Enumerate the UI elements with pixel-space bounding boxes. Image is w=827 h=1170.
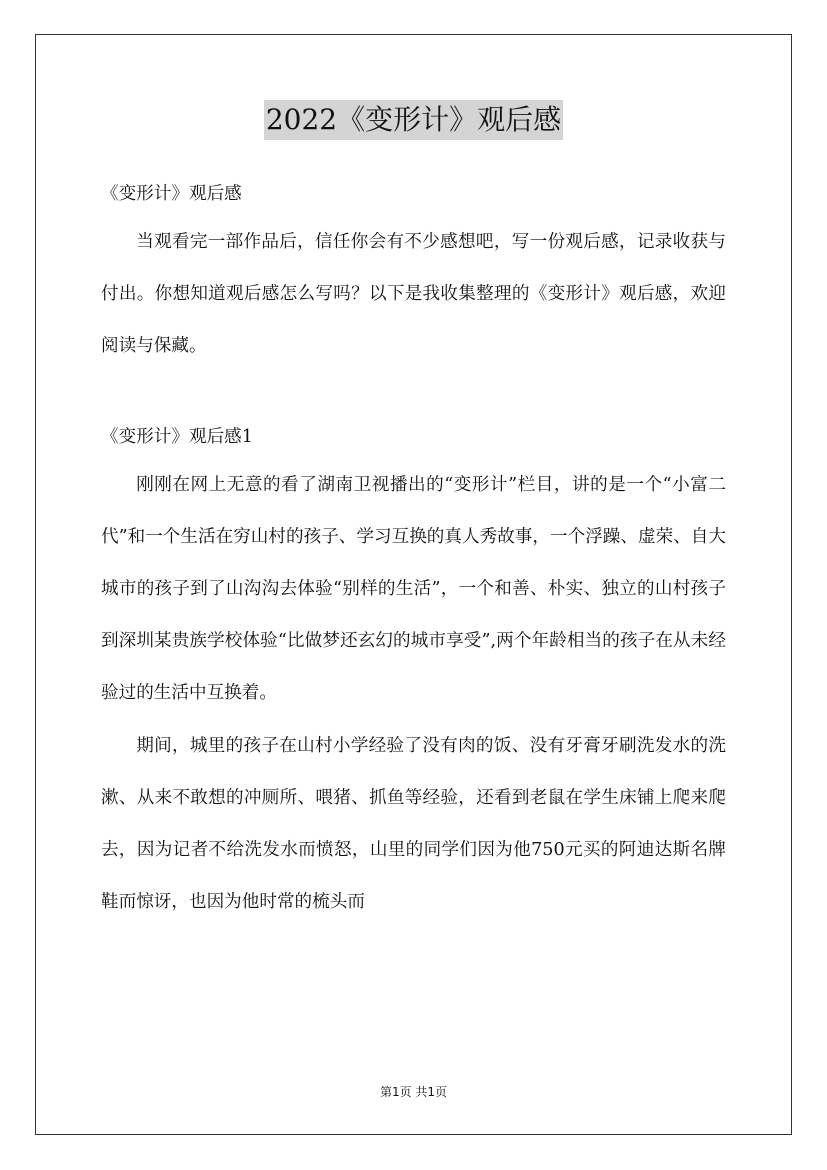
document-title: 2022《变形计》观后感	[264, 100, 563, 140]
body-paragraph-1: 刚刚在网上无意的看了湖南卫视播出的“变形计”栏目，讲的是一个“小富二代”和一个生活在穷山村的孩子、学习互换的真人秀故事，一个浮躁、虚荣、自大城市的孩子到了山沟沟去体验“别样的生活”，一个和善、朴实、独立的山村孩子到深圳某贵族学校体验“比做梦还玄幻的城市享受”,两个年龄相当的孩子在从未经验过的生活中互换着。	[101, 474, 726, 704]
body-paragraph-2: 期间，城里的孩子在山村小学经验了没有肉的饭、没有牙膏牙刷洗发水的洗漱、从来不敢想的冲厕所、喂猪、抓鱼等经验，还看到老鼠在学生床铺上爬来爬去，因为记者不给洗发水而愤怒，山里的同学们因为他750元买的阿迪达斯名牌鞋而惊讶，也因为他时常的梳头而	[101, 735, 726, 913]
section-spacer	[101, 373, 726, 415]
document-body	[101, 172, 726, 928]
subtitle: 《变形计》观后感	[101, 184, 242, 204]
section-heading: 《变形计》观后感1	[101, 426, 253, 447]
intro-paragraph: 当观看完一部作品后，信任你会有不少感想吧，写一份观后感，记录收获与付出。你想知道观后感怎么写吗？以下是我收集整理的《变形计》观后感，欢迎阅读与保藏。	[101, 232, 726, 357]
title-container	[0, 100, 827, 140]
page-footer: 第1页 共1页	[379, 1085, 448, 1099]
